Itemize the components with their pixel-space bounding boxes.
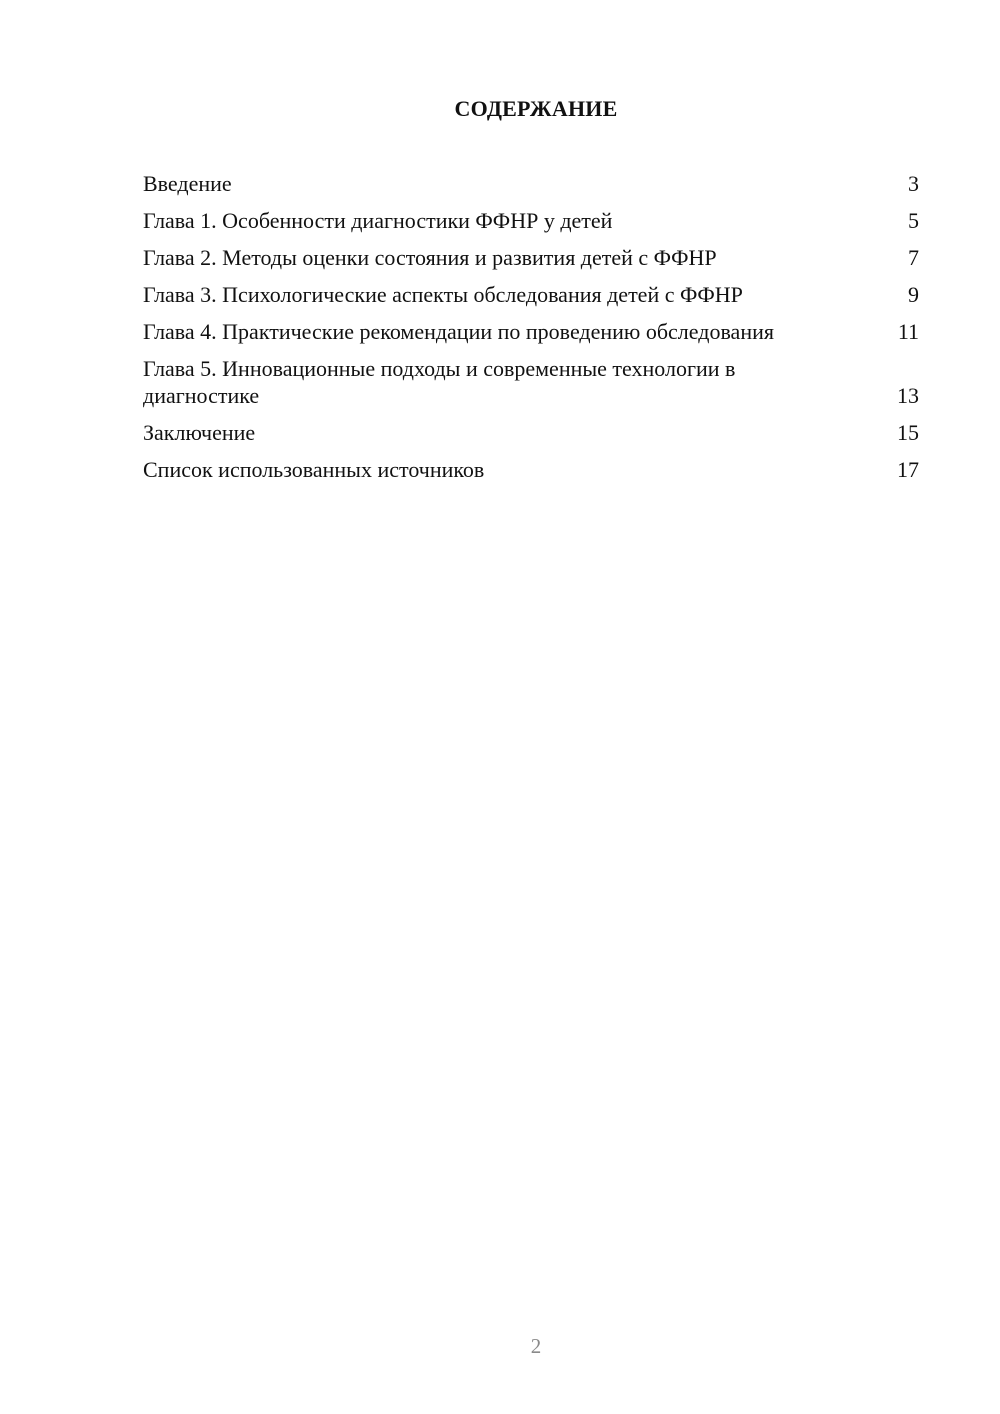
- toc-entry-label: Список использованных источников: [143, 457, 485, 482]
- toc-entry-chapter-2[interactable]: [143, 244, 919, 271]
- toc-entry-page: 11: [897, 319, 919, 344]
- toc-entry-conclusion[interactable]: [143, 419, 919, 446]
- toc-entry-references[interactable]: [143, 456, 919, 483]
- toc-entry-introduction[interactable]: [143, 170, 919, 197]
- toc-entry-label: Глава 4. Практические рекомендации по проведению обследования: [143, 319, 774, 344]
- toc-entry-page: 13: [897, 383, 919, 408]
- toc-entry-page: 15: [897, 420, 919, 445]
- table-of-contents: [143, 170, 919, 493]
- toc-entry-chapter-5[interactable]: [143, 355, 919, 409]
- toc-entry-label: Глава 2. Методы оценки состояния и развития детей с ФФНР: [143, 245, 717, 270]
- toc-entry-chapter-1[interactable]: [143, 207, 919, 234]
- toc-entry-label: Глава 1. Особенности диагностики ФФНР у детей: [143, 208, 613, 233]
- toc-entry-page: 7: [908, 245, 919, 270]
- page-number: 2: [530, 1334, 542, 1358]
- toc-entry-label: Глава 5. Инновационные подходы и современные технологии в диагностике: [143, 356, 736, 408]
- toc-entry-chapter-4[interactable]: [143, 318, 919, 345]
- page-title: СОДЕРЖАНИЕ: [454, 96, 618, 121]
- toc-entry-page: 9: [908, 282, 919, 307]
- toc-entry-page: 17: [897, 457, 919, 482]
- toc-entry-chapter-3[interactable]: [143, 281, 919, 308]
- toc-entry-page: 5: [908, 208, 919, 233]
- toc-entry-label: Глава 3. Психологические аспекты обследования детей с ФФНР: [143, 282, 743, 307]
- toc-entry-label: Заключение: [143, 420, 256, 445]
- toc-entry-page: 3: [908, 171, 919, 196]
- toc-entry-label: Введение: [143, 171, 232, 196]
